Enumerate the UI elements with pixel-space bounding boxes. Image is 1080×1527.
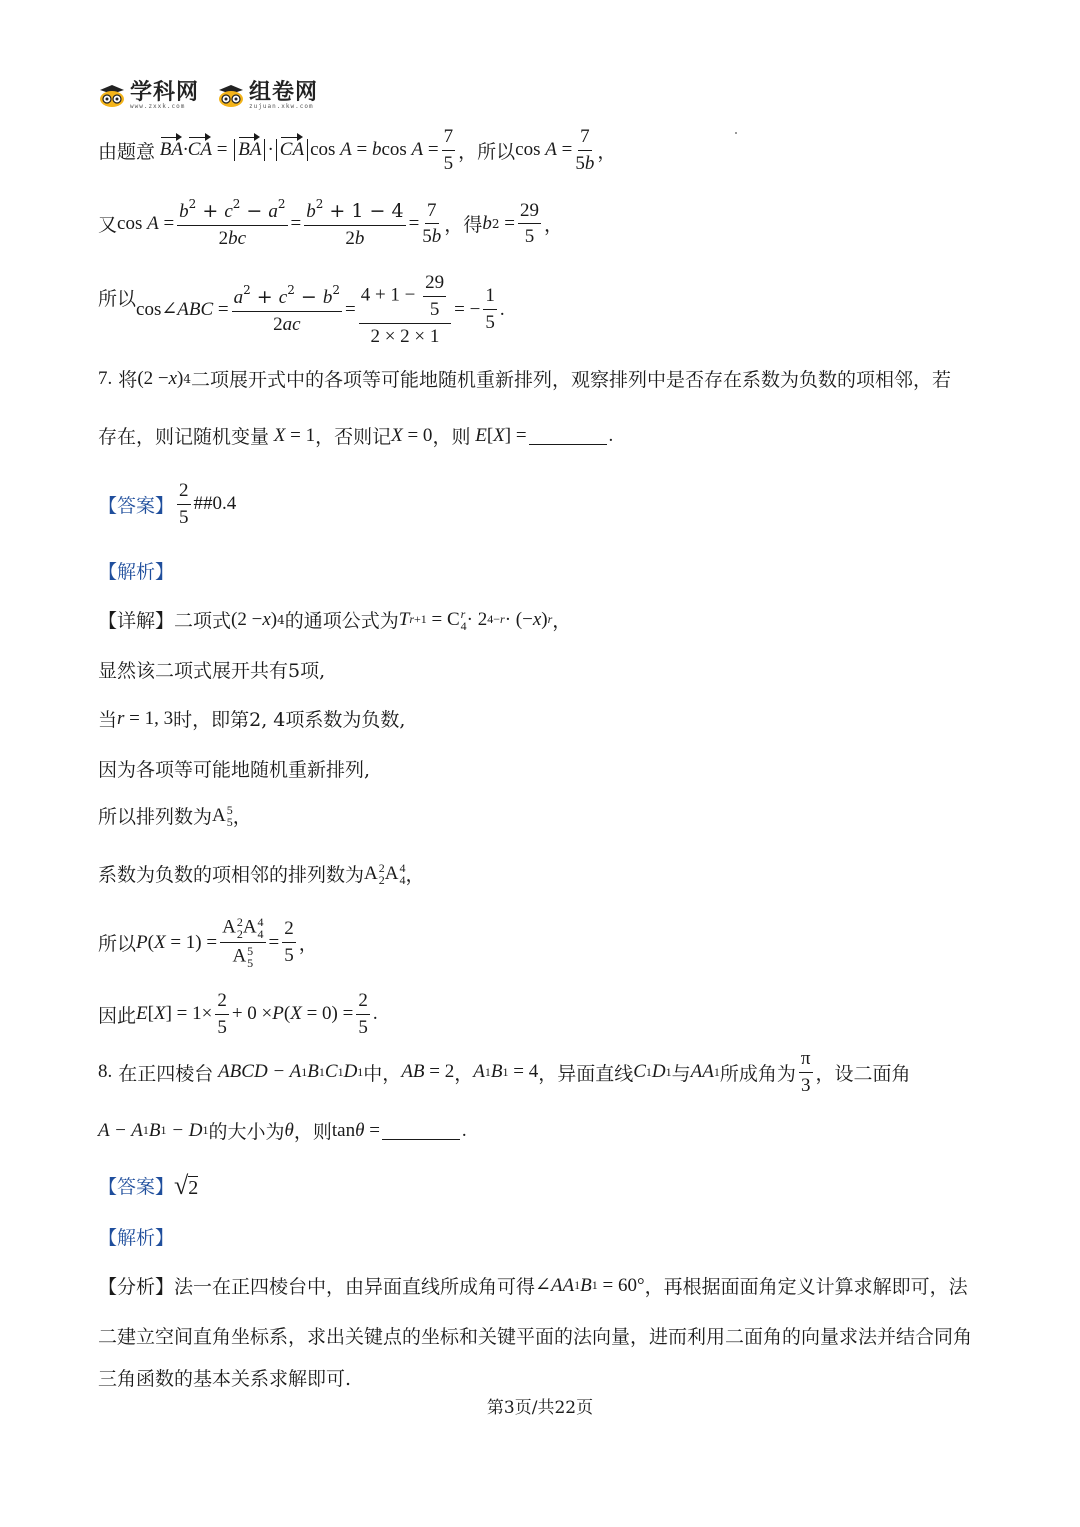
answer-blank: [529, 426, 607, 445]
solution-line-2: 又 cos A = $\frac{b^2 + c^2 - a^2}{2bc}$ = $\frac{b^2 + 1 - 4}{2b}$ = $\frac{7}{5b}$ ， 得 b 2 = $\frac{29}{5}$ ，: [98, 197, 563, 249]
q8-answer: 【答案】 √2: [98, 1170, 199, 1200]
header-logos: [98, 82, 318, 110]
text: 当: [98, 709, 118, 731]
text: 时，即第2, 4项系数为负数,: [173, 709, 406, 731]
text: 系数为负数的项相邻的排列数为: [98, 864, 365, 886]
q7-detail-4: [98, 755, 370, 782]
text: 因为各项等可能地随机重新排列,: [98, 759, 371, 781]
q7-detail-8: 因此 E [ X ] = 1× $\frac{2}{5}$ + 0 × P ( X = 0) = $\frac{2}{5}$ .: [98, 990, 378, 1038]
answer-blank: [382, 1121, 460, 1140]
q7-detail-1: 【详解】 二项式 (2 − x ) 4 的通项公式为 T r +1 = C r 4 · 2 4−r · (− x ) r ，: [98, 606, 572, 633]
question-number: 8.: [98, 1061, 113, 1083]
logo-zujuan-name: 组卷网: [249, 80, 319, 105]
text: 二项展开式中的各项等可能地随机重新排列，观察排列中是否存在系数为负数的项相邻，若: [191, 369, 952, 391]
q7-analysis: [98, 557, 174, 584]
q7-detail-2: [98, 656, 325, 683]
logo-xueke-name: 学科网: [130, 80, 200, 105]
text: 将: [118, 369, 138, 391]
text: 显然该二项式展开共有5项,: [98, 660, 326, 682]
page-footer: 第3页/共22页: [486, 1398, 594, 1418]
text: 中，: [363, 1062, 402, 1085]
question-number: 7.: [98, 367, 113, 389]
logo-xueke: [98, 82, 199, 110]
text: 三角函数的基本关系求解即可.: [98, 1368, 352, 1390]
detail-tag: 【详解】: [98, 610, 175, 632]
text: 所成角为: [719, 1062, 796, 1085]
text: 所以: [98, 288, 137, 311]
text: ，则: [432, 426, 471, 448]
text: 所以排列数为: [98, 806, 213, 828]
q8-analysis: [98, 1223, 174, 1250]
q8-line-2: A − A 1 B 1 − D 1 的大小为 θ ，则 tan θ = .: [98, 1117, 467, 1144]
q7-answer: 【答案】 $\frac{2}{5}$ ##0.4: [98, 480, 237, 528]
scan-speck: [735, 132, 737, 134]
text: 又: [98, 214, 118, 237]
text: 在正四棱台: [118, 1062, 214, 1085]
logo-zujuan-url: zujuan.xkw.com: [249, 103, 314, 110]
text: 因此: [98, 1004, 137, 1027]
solution-line-3: 所以 cos∠ ABC = $\frac{a^2 + c^2 - b^2}{2ac}$ = 4 + 1 − $\frac{29}{5}$ 2 × 2 × 1 = − $\frac{1}{5}$ .: [98, 272, 505, 347]
q7-detail-3: 当 r = 1, 3 时，即第2, 4项系数为负数,: [98, 705, 405, 732]
logo-zujuan: [217, 82, 318, 110]
q7-line-1: 7. 将 (2 − x ) 4 二项展开式中的各项等可能地随机重新排列，观察排列中是否存在系数为负数的项相邻，若: [98, 365, 951, 392]
logo-xueke-url: www.zxxk.com: [130, 103, 186, 110]
text: 二建立空间直角坐标系，求出关键点的坐标和关键平面的法向量，进而利用二面角的向量求法并结合同角: [98, 1326, 973, 1348]
owl-logo-icon: [217, 84, 245, 108]
q7-line-2: 存在，则记随机变量 X = 1 ，否则记 X = 0 ，则 E [ X ] = .: [98, 422, 613, 449]
text: 二项式: [174, 610, 232, 632]
text: 异面直线: [557, 1062, 634, 1085]
owl-logo-icon: [98, 84, 126, 108]
text: 的大小为: [208, 1121, 285, 1143]
solution-line-1: 由题意 BA·CA = BA · CA cos A = b cos A = $\frac{7}{5}$ ， 所以 cos A = $\frac{7}{5b}$ ，: [98, 126, 617, 174]
text: ，则: [293, 1121, 332, 1143]
q8-line-1: 8. 在正四棱台 ABCD − A 1 B 1 C 1 D 1 中， AB = 2 ， A 1 B 1 = 4 ， 异面直线 C 1 D 1 与 AA 1 所成角为 $\frac{\pi}{3}$ ，设二面角: [98, 1048, 911, 1096]
q7-detail-6: 系数为负数的项相邻的排列数为 A 2 2 A 4 4 ，: [98, 860, 425, 887]
answer-alt: ##0.4: [193, 493, 237, 515]
q7-detail-7: 所以 P ( X = 1) = A 2 2 A 4 4 A 5 5 = $\frac{2}{5}$ ，: [98, 915, 318, 970]
text: 法一在正四棱台中，由异面直线所成角可得: [174, 1276, 536, 1298]
text: 由题意: [98, 140, 156, 163]
text: ，否则记: [315, 426, 392, 448]
q7-detail-5: 所以排列数为 A 5 5 ，: [98, 802, 252, 829]
analysis-tag: 【解析】: [98, 1227, 175, 1249]
text: 的通项公式为: [284, 610, 399, 632]
text: 所以: [98, 933, 137, 955]
answer-tag: 【答案】: [98, 494, 175, 517]
q8-fenxi-2: [98, 1322, 972, 1349]
q8-fenxi-1: 【分析】 法一在正四棱台中，由异面直线所成角可得 ∠ AA 1 B 1 = 60° ，再根据面面角定义计算求解即可，法: [98, 1272, 968, 1299]
text: ，再根据面面角定义计算求解即可，法: [644, 1276, 968, 1298]
text: 与: [671, 1062, 691, 1085]
text: 得: [463, 214, 483, 237]
fenxi-tag: 【分析】: [98, 1276, 175, 1298]
text: ，设二面角: [815, 1062, 911, 1085]
analysis-tag: 【解析】: [98, 561, 175, 583]
text: 所以: [477, 140, 516, 163]
text: 存在，则记随机变量: [98, 426, 270, 448]
answer-tag: 【答案】: [98, 1176, 175, 1198]
q8-fenxi-3: [98, 1364, 351, 1391]
